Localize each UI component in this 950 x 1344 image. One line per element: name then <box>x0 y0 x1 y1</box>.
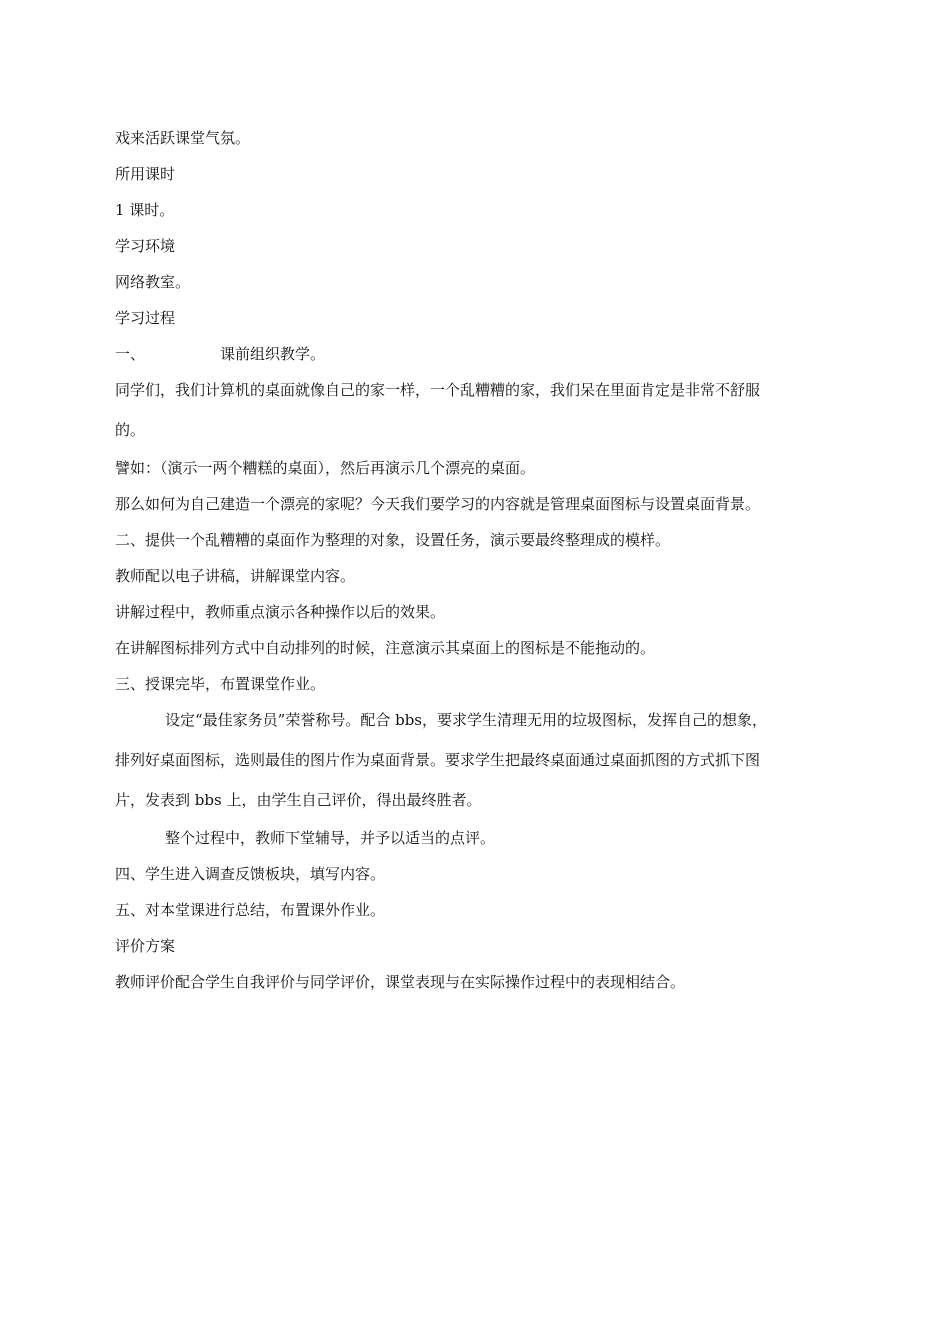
step-two: 二、提供一个乱糟糟的桌面作为整理的对象，设置任务，演示要最终整理成的模样。 <box>115 531 671 549</box>
class-hours-value: 1 课时。 <box>115 201 175 219</box>
heading-class-hours: 所用课时 <box>115 165 176 183</box>
paragraph-guidance: 整个过程中，教师下堂辅导，并予以适当的点评。 <box>165 829 496 847</box>
heading-learning-environment: 学习环境 <box>115 237 176 255</box>
step-one <box>115 344 325 364</box>
heading-evaluation: 评价方案 <box>115 937 176 955</box>
step-five: 五、对本堂课进行总结，布置课外作业。 <box>115 901 386 919</box>
step-three: 三、授课完毕，布置课堂作业。 <box>115 675 326 693</box>
paragraph-continuation: 戏来活跃课堂气氛。 <box>115 129 251 147</box>
paragraph-lecture: 教师配以电子讲稿，讲解课堂内容。 <box>115 567 356 585</box>
step-one-number: 一、 <box>115 345 146 363</box>
step-four: 四、学生进入调查反馈板块，填写内容。 <box>115 865 386 883</box>
paragraph-example: 譬如：（演示一两个糟糕的桌面），然后再演示几个漂亮的桌面。 <box>115 459 536 477</box>
paragraph-intro-b: 的。 <box>115 421 146 439</box>
step-one-text: 课前组织教学。 <box>220 345 326 363</box>
learning-environment-value: 网络教室。 <box>115 273 191 291</box>
paragraph-assignment-a: 设定“最佳家务员”荣誉称号。配合 bbs，要求学生清理无用的垃圾图标，发挥自己的想象， <box>165 711 768 729</box>
paragraph-intro-a: 同学们，我们计算机的桌面就像自己的家一样，一个乱糟糟的家，我们呆在里面肯定是非常不舒服 <box>115 381 761 399</box>
paragraph-auto-arrange: 在讲解图标排列方式中自动排列的时候，注意演示其桌面上的图标是不能拖动的。 <box>115 639 656 657</box>
paragraph-assignment-c: 片，发表到 bbs 上，由学生自己评价，得出最终胜者。 <box>115 791 482 809</box>
paragraph-assignment-b: 排列好桌面图标，选则最佳的图片作为桌面背景。要求学生把最终桌面通过桌面抓图的方式抓下图 <box>115 751 761 769</box>
paragraph-question: 那么如何为自己建造一个漂亮的家呢？今天我们要学习的内容就是管理桌面图标与设置桌面背景。 <box>115 495 761 513</box>
evaluation-text: 教师评价配合学生自我评价与同学评价，课堂表现与在实际操作过程中的表现相结合。 <box>115 973 686 991</box>
heading-learning-process: 学习过程 <box>115 309 176 327</box>
paragraph-demo: 讲解过程中，教师重点演示各种操作以后的效果。 <box>115 603 446 621</box>
